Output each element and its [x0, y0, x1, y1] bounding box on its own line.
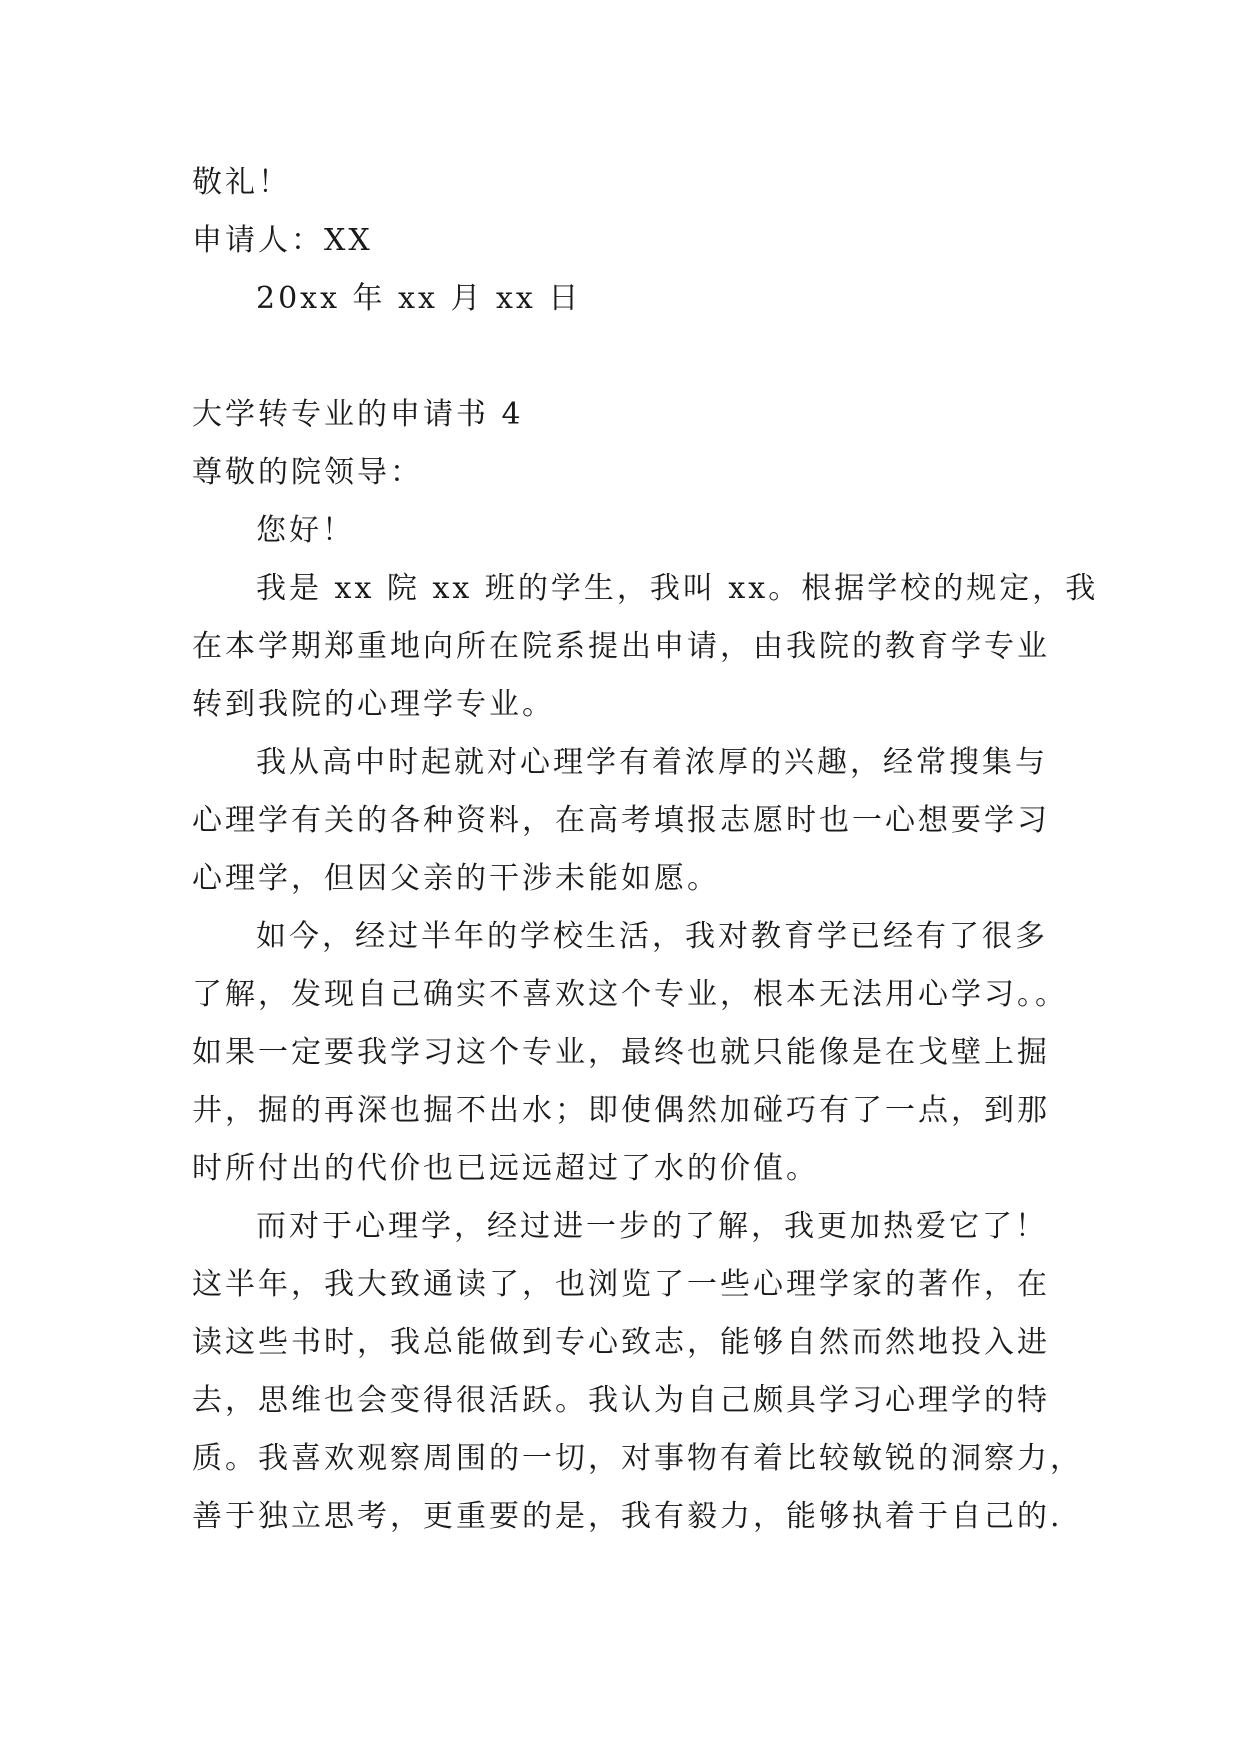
paragraph-line: 时所付出的代价也已远远超过了水的价值。 [192, 1151, 819, 1186]
paragraph-line: 心理学有关的各种资料，在高考填报志愿时也一心想要学习 [192, 803, 1050, 838]
paragraph-line: 心理学，但因父亲的干涉未能如愿。 [192, 861, 720, 896]
paragraph-line: 质。我喜欢观察周围的一切，对事物有着比较敏锐的洞察力， [192, 1441, 1083, 1476]
paragraph-line: 我是 xx 院 xx 班的学生，我叫 xx。根据学校的规定，我 [256, 571, 1099, 606]
letter-greeting: 尊敬的院领导： [192, 455, 423, 490]
paragraph-line: 了解，发现自己确实不喜欢这个专业，根本无法用心学习。。 [192, 977, 1068, 1012]
paragraph-line: 转到我院的心理学专业。 [192, 687, 555, 722]
paragraph-line: 去，思维也会变得很活跃。我认为自己颇具学习心理学的特 [192, 1383, 1050, 1418]
letter-hello: 您好！ [256, 513, 355, 548]
paragraph-line: 读这些书时，我总能做到专心致志，能够自然而然地投入进 [192, 1325, 1050, 1360]
paragraph-line: 如果一定要我学习这个专业，最终也就只能像是在戈壁上掘 [192, 1035, 1050, 1070]
closing-salute: 敬礼！ [192, 165, 291, 200]
paragraph-line: 如今，经过半年的学校生活，我对教育学已经有了很多 [256, 919, 1048, 954]
paragraph-line: 善于独立思考，更重要的是，我有毅力，能够执着于自己的. [192, 1499, 1063, 1534]
paragraph-line: 在本学期郑重地向所在院系提出申请，由我院的教育学专业 [192, 629, 1050, 664]
paragraph-line: 井，掘的再深也掘不出水；即使偶然加碰巧有了一点，到那 [192, 1093, 1050, 1128]
letter-title: 大学转专业的申请书 4 [192, 397, 524, 432]
applicant-line: 申请人：XX [192, 223, 373, 258]
paragraph-line: 我从高中时起就对心理学有着浓厚的兴趣，经常搜集与 [256, 745, 1048, 780]
paragraph-line: 而对于心理学，经过进一步的了解，我更加热爱它了！ [256, 1209, 1048, 1244]
date-line: 20xx 年 xx 月 xx 日 [256, 281, 582, 316]
paragraph-line: 这半年，我大致通读了，也浏览了一些心理学家的著作，在 [192, 1267, 1050, 1302]
